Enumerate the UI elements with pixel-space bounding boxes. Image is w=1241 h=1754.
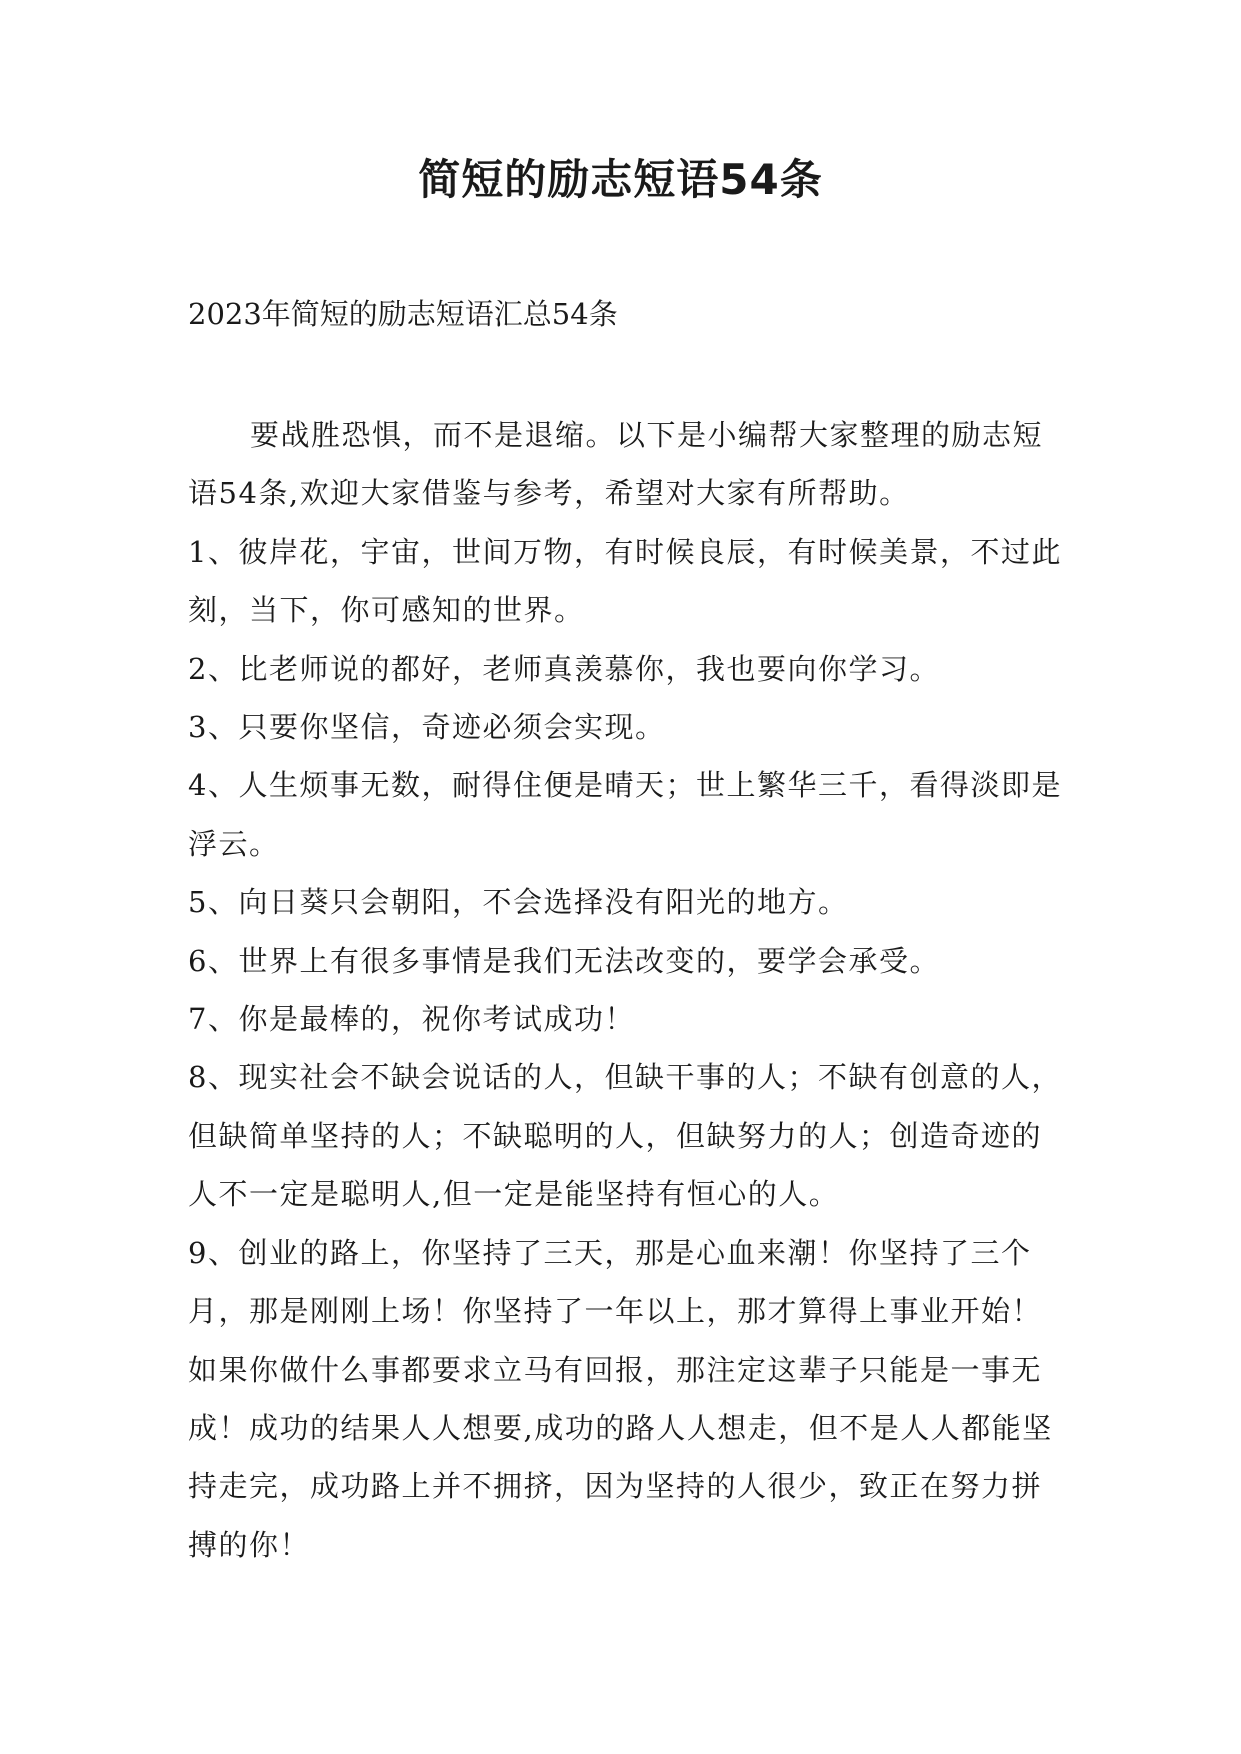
list-item: 8、现实社会不缺会说话的人，但缺干事的人；不缺有创意的人，但缺简单坚持的人；不缺聪明的人，但缺努力的人；创造奇迹的人不一定是聪明人,但一定是能坚持有恒心的人。	[188, 1060, 1062, 1212]
list-item: 9、创业的路上，你坚持了三天，那是心血来潮！你坚持了三个月，那是刚刚上场！你坚持了一年以上，那才算得上事业开始！如果你做什么事都要求立马有回报，那注定这辈子只能是一事无成！成功的结果人人想要,成功的路人人想走，但不是人人都能坚持走完，成功路上并不拥挤，因为坚持的人很少，致正在努力拼搏的你！	[188, 1235, 1053, 1562]
list-item: 6、世界上有很多事情是我们无法改变的，要学会承受。	[188, 943, 940, 978]
list-item: 4、人生烦事无数，耐得住便是晴天；世上繁华三千，看得淡即是浮云。	[188, 768, 1062, 861]
document-body	[188, 406, 1068, 1574]
list-item: 1、彼岸花，宇宙，世间万物，有时候良辰，有时候美景，不过此刻，当下，你可感知的世界。	[188, 534, 1062, 628]
list-item: 3、只要你坚信，奇迹必须会实现。	[188, 710, 666, 745]
list-item: 7、你是最棒的，祝你考试成功！	[188, 1002, 635, 1037]
list-item: 2、比老师说的都好，老师真羡慕你，我也要向你学习。	[188, 651, 940, 686]
intro-paragraph: 要战胜恐惧，而不是退缩。以下是小编帮大家整理的励志短语54条,欢迎大家借鉴与参考，希望对大家有所帮助。	[188, 418, 1044, 511]
document-subtitle: 2023年简短的励志短语汇总54条	[188, 297, 618, 331]
document-title: 简短的励志短语54条	[418, 155, 823, 204]
list-item: 5、向日葵只会朝阳，不会选择没有阳光的地方。	[188, 885, 849, 920]
